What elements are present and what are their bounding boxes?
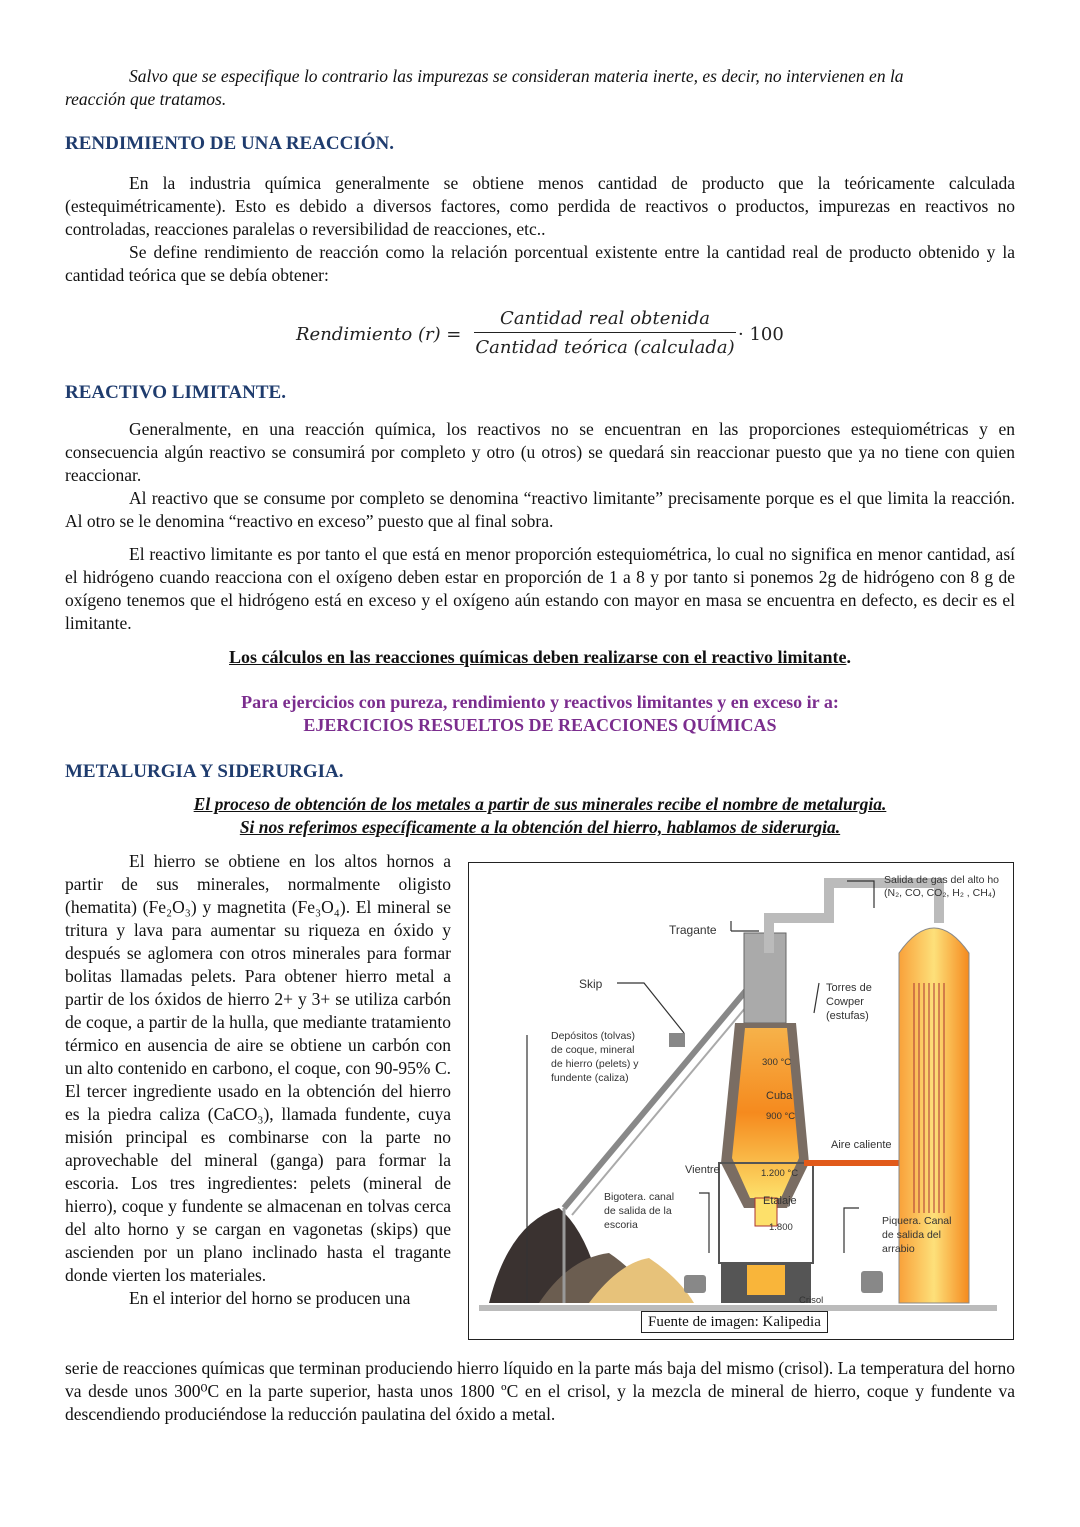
label-piquera-1: Piquera. Canal [882, 1215, 952, 1227]
rendimiento-paragraph-1: En la industria química generalmente se obtiene menos cantidad de producto que la teóricamente calculada (estequimétricamente). Esto es debido a diversos factores, como perdida de reactivos o productos, impurezas en reactivos no controladas, reacciones paralelas o reversibilidad de reacciones, etc.. [65, 173, 1015, 239]
label-gas-outlet: Salida de gas del alto ho [884, 874, 1000, 886]
label-torres-2: Cowper [826, 996, 864, 1008]
label-tragante: Tragante [669, 923, 717, 937]
limitante-rule: Los cálculos en las reacciones químicas deben realizarse con el reactivo limitante. [229, 647, 851, 667]
exercises-link-line1[interactable]: Para ejercicios con pureza, rendimiento y reactivos limitantes y en exceso ir a: [241, 692, 839, 712]
limitante-paragraph-1: Generalmente, en una reacción química, los reactivos no se encuentran en las proporciones estequiométricas y en consecuencia algún reactivo se consumirá por completo y otro (u otros) se quedará sin reaccionar puesto que ya no tiene con quien reaccionar. [65, 419, 1015, 485]
label-depositos-3: de hierro (pelets) y [551, 1058, 639, 1070]
heading-metalurgia: METALURGIA Y SIDERURGIA. [65, 761, 344, 782]
metalurgia-paragraph-start: En el interior del horno se producen una [129, 1288, 411, 1308]
metalurgia-definition: El proceso de obtención de los metales a partir de sus minerales recibe el nombre de metalurgia. Si nos referimos específicamente a la obtención del hierro, hablamos de siderurgia. [193, 794, 887, 837]
skip-car [669, 1033, 685, 1047]
label-torres-3: (estufas) [826, 1010, 869, 1022]
label-gas-composition: (N₂, CO, CO₂, H₂ , CH₄) [884, 887, 996, 899]
formula-lhs: Rendimiento (r) = [296, 324, 462, 345]
exercises-link[interactable] [0, 691, 1080, 737]
label-bigotera-2: de salida de la [604, 1205, 672, 1217]
label-depositos-1: Depósitos (tolvas) [551, 1030, 636, 1042]
label-crisol: Crisol [799, 1295, 824, 1306]
heading-reactivo-limitante: REACTIVO LIMITANTE. [65, 382, 286, 403]
label-temp-1200: 1.200 °C [761, 1168, 799, 1179]
blast-furnace-diagram [469, 863, 1015, 1341]
formula-fraction [472, 305, 738, 361]
blast-furnace-figure [468, 862, 1014, 1340]
label-bigotera-3: escoria [604, 1219, 638, 1231]
label-temp-300: 300 °C [762, 1057, 792, 1068]
heading-rendimiento: RENDIMIENTO DE UNA REACCIÓN. [65, 133, 395, 154]
limitante-paragraph-2: Al reactivo que se consume por completo se denomina “reactivo limitante” precisamente porque es el que limita la reacción. Al otro se le denomina “reactivo en exceso” puesto que al final sobra. [65, 488, 1015, 531]
label-depositos-4: fundente (caliza) [551, 1072, 629, 1084]
formula-numerator: Cantidad real obtenida [500, 308, 710, 329]
label-temp-1800: 1.800 [769, 1222, 793, 1233]
label-etalaje: Etalaje [763, 1195, 797, 1207]
limitante-paragraph-3: El reactivo limitante es por tanto el que está en menor proporción estequiométrica, lo cual no significa en menor cantidad, así el hidrógeno cuando reacciona con el oxígeno deben estar en proporción de 1 a 8 y por tanto si ponemos 2g de hidrógeno con 8 g de oxígeno tenemos que el hidrógeno está en exceso y el oxígeno aún estando con mayor en masa se encuentra en defecto, es decir es el limitante. [65, 544, 1015, 633]
formula-rhs: · 100 [738, 324, 784, 345]
label-skip: Skip [579, 977, 603, 991]
metalurgia-paragraph: El hierro se obtiene en los altos hornos a partir de sus minerales, normalmente oligisto (hematita) (Fe₂O₃) y magnetita (Fe₃O₄). El mineral se tritura y lava para aumentar su riqueza en óxido y después se aglomera con otros minerales para formar bolitas llamadas pelets. Para obtener hierro metal a partir de los óxidos de hierro 2+ y 3+ se utiliza carbón de coque, a partir de la hulla, que mediante tratamiento térmico en ausencia de aire se obtiene un carbón con un alto contenido en carbono, el coque, con 90-95% C. El tercer ingrediente usado en la obtención del hierro es la piedra caliza (CaCO₃), llamada fundente, cuya misión principal es combinarse con la parte no aprovechable del mineral (ganga) para formar la escoria. Los tres ingredientes: pelets (mineral de hierro), coque y fundente se almacenan en tolvas cerca del alto horno y se cargan en vagonetas (skips) que ascienden por un plano inclinado hasta el tragante donde vierten los materiales. [65, 851, 451, 1285]
exercises-link-line2[interactable]: EJERCICIOS RESUELTOS DE REACCIONES QUÍMICAS [303, 715, 777, 735]
metalurgia-bottom-paragraph: serie de reacciones químicas que terminan produciendo hierro líquido en la parte más baja del mismo (crisol). La temperatura del horno va desde unos 300⁰C en la parte superior, hasta unos 1800 ºC en el crisol, y la mezcla de mineral de hierro, coque y fundente va descendiendo produciéndose la reducción paulatina del óxido a metal. [65, 1358, 1015, 1424]
label-vientre: Vientre [685, 1164, 720, 1176]
figure-source-caption: Fuente de imagen: Kalipedia [641, 1311, 828, 1333]
label-piquera-3: arrabio [882, 1243, 915, 1255]
impurezas-note: Salvo que se especifique lo contrario las impurezas se consideran materia inerte, es decir, no intervienen en la reacción que tratamos. [65, 66, 904, 109]
formula-denominator: Cantidad teórica (calculada) [475, 337, 735, 358]
label-cuba: Cuba [766, 1090, 793, 1102]
slag-ladle [684, 1275, 706, 1293]
label-bigotera-1: Bigotera. canal [604, 1191, 675, 1203]
label-piquera-2: de salida del [882, 1229, 941, 1241]
metalurgia-column-text [65, 850, 451, 1310]
label-temp-900: 900 °C [766, 1111, 796, 1122]
label-depositos-2: de coque, mineral [551, 1044, 635, 1056]
label-torres-1: Torres de [826, 982, 872, 994]
label-aire-caliente: Aire caliente [831, 1139, 892, 1151]
iron-ladle [861, 1271, 883, 1293]
rendimiento-paragraph-2: Se define rendimiento de reacción como la relación porcentual existente entre la cantidad real de producto obtenido y la cantidad teórica que se debía obtener: [65, 242, 1015, 285]
